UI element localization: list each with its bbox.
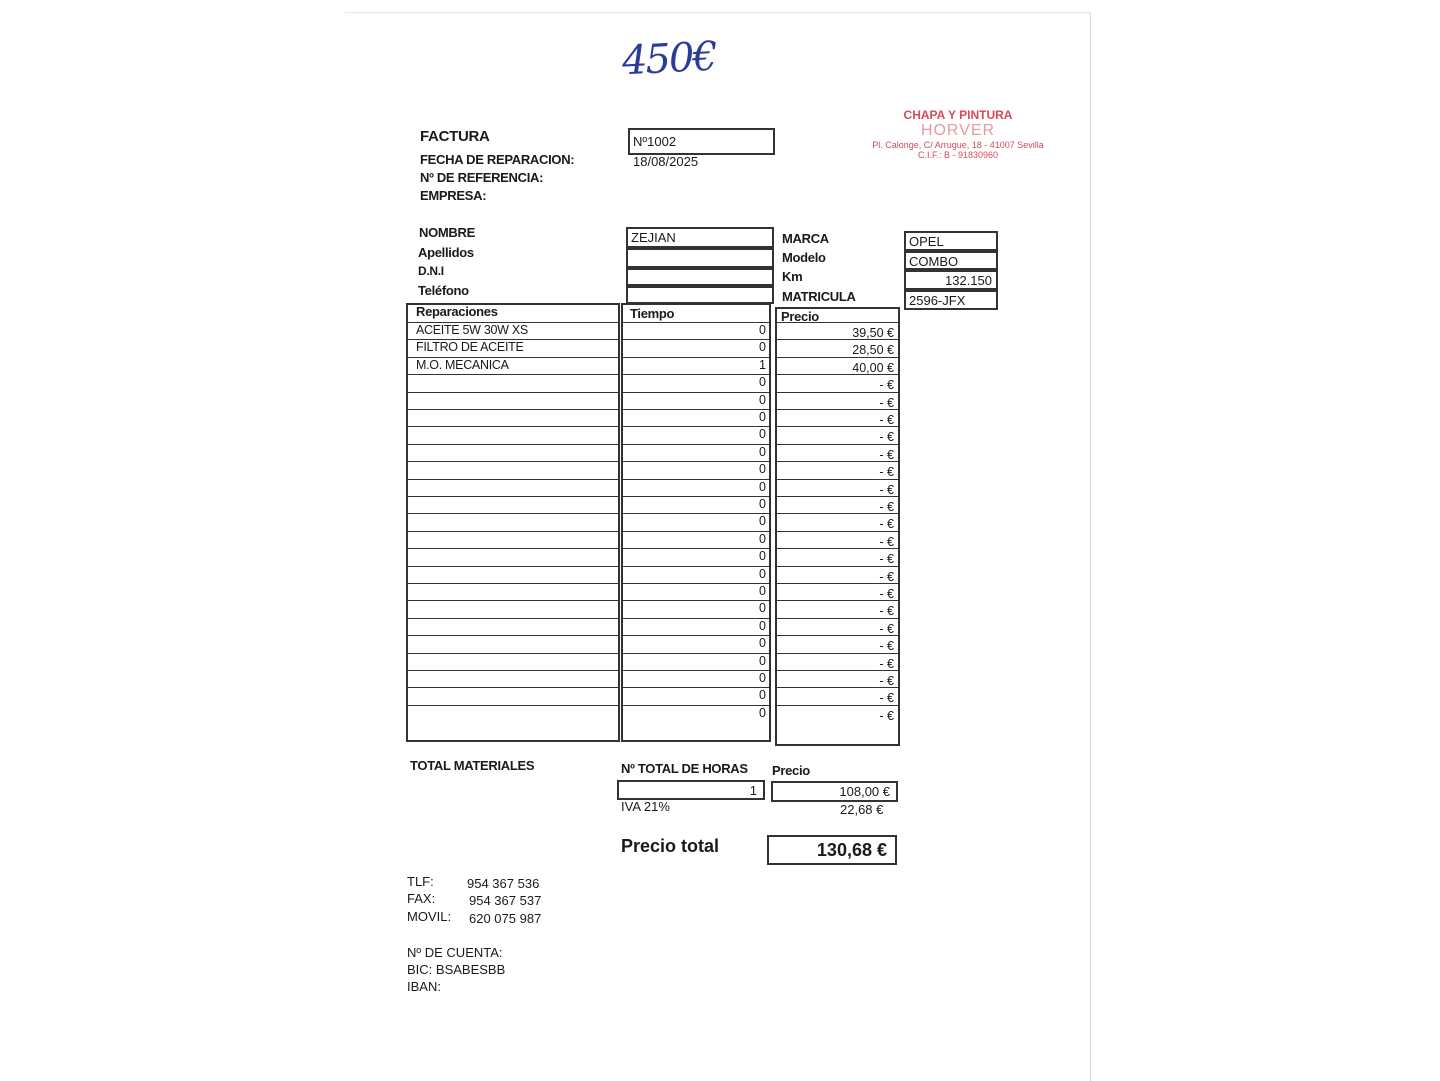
row-tiempo: 0: [759, 392, 766, 407]
row-divider: [408, 705, 618, 706]
row-tiempo: 0: [759, 323, 766, 337]
stamp-line-3: Pl. Calonge, C/ Arrugue, 18 - 41007 Sevilla: [872, 140, 1044, 150]
empresa-label: EMPRESA:: [420, 188, 487, 203]
referencia-label: Nº DE REFERENCIA:: [420, 170, 544, 185]
tlf-value: 954 367 536: [467, 876, 540, 891]
row-divider: [777, 322, 898, 323]
handwritten-amount: 450€: [620, 33, 717, 85]
row-divider: [777, 687, 898, 688]
row-tiempo: 0: [759, 705, 766, 720]
row-precio: - €: [879, 691, 894, 706]
telefono-label: Teléfono: [418, 283, 469, 298]
nombre-field: ZEJIAN: [626, 227, 774, 248]
row-divider: [777, 583, 898, 584]
row-tiempo: 0: [759, 410, 766, 424]
bic-label: BIC: BSABESBB: [407, 962, 506, 977]
row-divider: [408, 392, 618, 393]
row-precio: - €: [879, 639, 894, 654]
col-reparaciones-header: Reparaciones: [416, 304, 498, 319]
row-divider: [777, 531, 898, 532]
total-horas-field: 1: [617, 780, 765, 800]
row-precio: - €: [879, 395, 894, 410]
row-precio: - €: [879, 500, 894, 514]
movil-label: MOVIL:: [407, 909, 452, 924]
row-precio: 39,50 €: [852, 326, 894, 340]
row-divider: [408, 513, 618, 514]
row-divider: [777, 670, 898, 671]
row-tiempo: 0: [759, 653, 766, 668]
row-precio: - €: [879, 552, 894, 567]
row-tiempo: 0: [759, 462, 766, 477]
row-precio: - €: [879, 430, 894, 445]
row-divider: [408, 583, 618, 584]
row-divider: [777, 513, 898, 514]
stamp-line-2: HORVER: [920, 122, 996, 139]
apellidos-field: [626, 248, 774, 268]
row-tiempo: 0: [759, 549, 766, 564]
row-precio: - €: [879, 378, 894, 393]
row-divider: [408, 496, 618, 497]
row-precio: 40,00 €: [852, 360, 894, 375]
row-tiempo: 0: [759, 375, 766, 390]
movil-value: 620 075 987: [469, 911, 542, 926]
row-precio: 28,50 €: [852, 343, 894, 358]
row-divider: [777, 548, 898, 549]
row-description: FILTRO DE ACEITE: [416, 340, 524, 355]
row-tiempo: 0: [759, 427, 766, 442]
row-divider: [408, 548, 618, 549]
row-tiempo: 0: [759, 531, 766, 546]
precio-total-field: 130,68 €: [767, 835, 897, 865]
iban-label: IBAN:: [407, 979, 441, 994]
row-tiempo: 0: [759, 479, 766, 494]
row-divider: [777, 653, 898, 654]
row-tiempo: 0: [759, 688, 766, 703]
row-divider: [408, 566, 618, 567]
precio-label: Precio: [772, 763, 810, 778]
modelo-field: COMBO: [904, 251, 998, 270]
row-divider: [777, 496, 898, 497]
row-tiempo: 1: [759, 357, 766, 372]
precio-field: 108,00 €: [771, 781, 898, 802]
modelo-label: Modelo: [782, 250, 826, 265]
row-divider: [408, 444, 618, 445]
col-tiempo-header: Tiempo: [630, 306, 675, 321]
fax-label: FAX:: [407, 891, 436, 906]
iva-value: 22,68 €: [840, 802, 884, 817]
row-tiempo: 0: [759, 566, 766, 581]
row-precio: - €: [879, 465, 894, 480]
matricula-label: MATRICULA: [782, 289, 856, 304]
row-divider: [408, 618, 618, 619]
row-tiempo: 0: [759, 601, 766, 616]
row-tiempo: 0: [759, 671, 766, 685]
telefono-field: [626, 286, 774, 304]
row-tiempo: 0: [759, 340, 766, 355]
fax-value: 954 367 537: [469, 893, 542, 908]
company-stamp: [848, 108, 1068, 160]
row-precio: - €: [879, 604, 894, 619]
row-divider: [777, 600, 898, 601]
row-divider: [777, 444, 898, 445]
row-divider: [777, 409, 898, 410]
row-divider: [408, 479, 618, 480]
row-divider: [777, 635, 898, 636]
row-precio: - €: [879, 656, 894, 671]
factura-number-field: Nº1002: [628, 128, 775, 155]
row-divider: [777, 339, 898, 340]
row-precio: - €: [879, 569, 894, 584]
dni-label: D.N.I: [418, 264, 444, 278]
col-precio-header: Precio: [781, 309, 819, 324]
row-divider: [777, 357, 898, 358]
row-tiempo: 0: [759, 514, 766, 529]
row-divider: [777, 618, 898, 619]
row-divider: [408, 600, 618, 601]
row-divider: [408, 426, 618, 427]
dni-field: [626, 268, 774, 286]
fecha-value: 18/08/2025: [633, 154, 699, 169]
row-divider: [408, 670, 618, 671]
iva-label: IVA 21%: [621, 799, 670, 814]
row-tiempo: 0: [759, 497, 766, 511]
fecha-label: FECHA DE REPARACION:: [420, 152, 575, 167]
row-divider: [408, 374, 618, 375]
row-precio: - €: [879, 447, 894, 462]
row-precio: - €: [879, 534, 894, 549]
stamp-line-1: CHAPA Y PINTURA: [903, 108, 1013, 122]
row-divider: [777, 566, 898, 567]
marca-field: OPEL: [904, 231, 998, 251]
row-divider: [408, 409, 618, 410]
row-precio: - €: [879, 482, 894, 497]
row-divider: [777, 705, 898, 706]
km-label: Km: [782, 269, 803, 284]
matricula-field: 2596-JFX: [904, 290, 998, 310]
row-description: ACEITE 5W 30W XS: [416, 323, 528, 337]
marca-label: MARCA: [782, 231, 829, 246]
row-divider: [777, 461, 898, 462]
row-divider: [777, 426, 898, 427]
row-precio: - €: [879, 708, 894, 723]
row-divider: [408, 653, 618, 654]
row-tiempo: 0: [759, 444, 766, 459]
row-divider: [777, 392, 898, 393]
total-horas-label: Nº TOTAL DE HORAS: [621, 761, 748, 776]
row-divider: [777, 374, 898, 375]
apellidos-label: Apellidos: [418, 245, 474, 260]
factura-label: FACTURA: [420, 128, 490, 145]
row-divider: [408, 635, 618, 636]
tlf-label: TLF:: [407, 874, 434, 889]
km-field: 132.150: [904, 270, 998, 290]
stamp-line-4: C.I.F.: B - 91830960: [917, 150, 999, 160]
row-precio: - €: [879, 674, 894, 688]
row-tiempo: 0: [759, 584, 766, 598]
row-precio: - €: [879, 517, 894, 532]
row-tiempo: 0: [759, 618, 766, 633]
row-divider: [777, 479, 898, 480]
row-precio: - €: [879, 621, 894, 636]
row-precio: - €: [879, 587, 894, 601]
row-divider: [408, 461, 618, 462]
nombre-label: NOMBRE: [419, 225, 475, 240]
total-materiales-label: TOTAL MATERIALES: [410, 758, 535, 773]
row-description: M.O. MECANICA: [416, 357, 509, 372]
row-tiempo: 0: [759, 636, 766, 651]
precio-total-label: Precio total: [621, 836, 720, 856]
row-precio: - €: [879, 413, 894, 427]
cuenta-label: Nº DE CUENTA:: [407, 945, 503, 960]
row-divider: [408, 531, 618, 532]
row-divider: [408, 687, 618, 688]
